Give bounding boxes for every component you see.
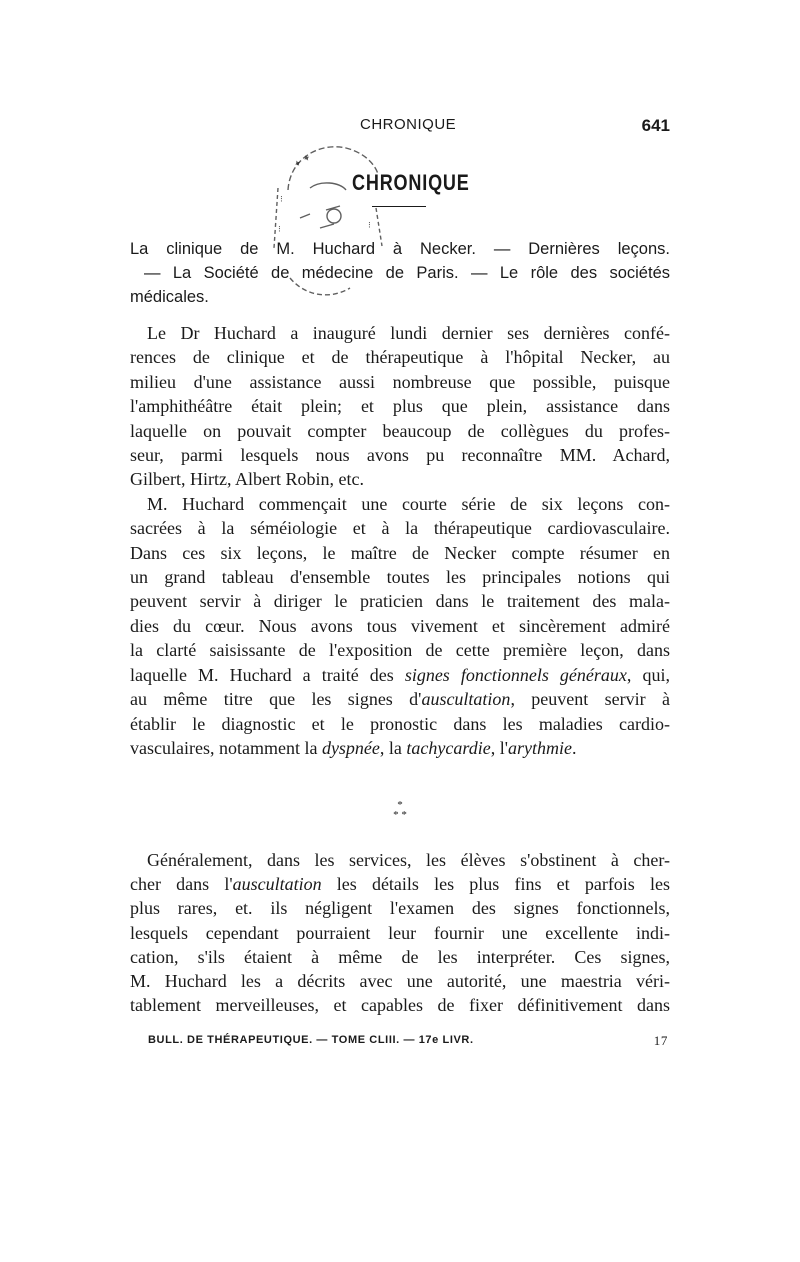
text-line: tablement merveilleuses, et capables de fixer définitivement dans — [130, 995, 670, 1016]
text-line: seur, parmi lesquels nous avons pu reconnaître MM. Achard, — [130, 445, 670, 466]
text-run: , peuvent servir à — [510, 689, 671, 710]
text-line — [130, 687, 670, 711]
running-head — [130, 116, 670, 138]
text-line: milieu d'une assistance aussi nombreuse que possible, puisque — [130, 371, 670, 392]
italic-term: dyspnée — [321, 737, 380, 758]
summary-line: La clinique de M. Huchard à Necker. — Dernières leçons. — [130, 240, 670, 258]
paragraph-2 — [130, 492, 670, 760]
italic-term: auscultation — [421, 689, 511, 710]
footer-citation: BULL. DE THÉRAPEUTIQUE. — TOME CLIII. — 17e LIVR. — [148, 1034, 474, 1046]
italic-term: tachycardie — [406, 737, 491, 758]
text-line: la clarté saisissante de l'exposition de cette première leçon, dans — [130, 640, 670, 661]
text-line: un grand tableau d'ensemble toutes les principales notions qui — [130, 567, 670, 588]
text-line: Dans ces six leçons, le maître de Necker compte résumer en — [130, 542, 670, 563]
svg-text:⁝: ⁝ — [278, 225, 281, 235]
svg-text:✦ ✦: ✦ ✦ — [292, 152, 314, 171]
text-line: plus rares, et. ils négligent l'examen des signes fonctionnels, — [130, 898, 670, 919]
italic-term: signes fonctionnels généraux — [404, 664, 627, 685]
italic-term: arythmie — [507, 737, 572, 758]
text-line: M. Huchard commençait une courte série de six leçons con- — [147, 493, 670, 514]
page-footer — [148, 1034, 668, 1052]
title-rule — [372, 206, 426, 207]
text-line: Gilbert, Hirtz, Albert Robin, etc. — [130, 469, 364, 490]
text-line: l'amphithéâtre était plein; et plus que plein, assistance dans — [130, 396, 670, 417]
section-separator — [0, 800, 800, 820]
text-line — [130, 872, 670, 896]
italic-term: auscultation — [232, 874, 322, 895]
text-line: lesquels cependant pourraient leur fournir une excellente indi- — [130, 922, 670, 943]
running-head-title: CHRONIQUE — [360, 116, 457, 133]
signature-mark: 17 — [653, 1033, 668, 1048]
text-line — [130, 663, 670, 687]
text-line — [130, 736, 670, 760]
section-title: CHRONIQUE — [352, 170, 470, 195]
text-line: Le Dr Huchard a inauguré lundi dernier ses dernières confé- — [147, 323, 670, 343]
text-line: établir le diagnostic et le pronostic dans les maladies cardio- — [130, 713, 670, 734]
text-run: , qui, — [626, 664, 670, 685]
text-run: vasculaires, notamment la — [130, 737, 322, 758]
text-run: . — [571, 737, 577, 758]
separator-stars: * * — [393, 809, 407, 821]
paragraph-1 — [130, 321, 670, 492]
text-line: laquelle on pouvait compter beaucoup de collègues du profes- — [130, 420, 670, 441]
summary-line: — La Société de médecine de Paris. — Le rôle des sociétés — [144, 264, 670, 282]
page-number: 641 — [641, 116, 670, 135]
text-run: cher dans l' — [130, 874, 233, 895]
text-line: peuvent servir à diriger le praticien dans le traitement des mala- — [130, 591, 670, 612]
text-line: dies du cœur. Nous avons tous vivement et sincèrement admiré — [130, 615, 670, 636]
text-run: , la — [379, 737, 407, 758]
text-run: , l' — [490, 737, 508, 758]
text-line: Généralement, dans les services, les élèves s'obstinent à cher- — [147, 850, 670, 870]
svg-text:⁝: ⁝ — [280, 195, 283, 205]
text-line: M. Huchard les a décrits avec une autorité, une maestria véri- — [130, 971, 670, 992]
separator-star: * — [397, 799, 403, 811]
svg-text:⁝: ⁝ — [368, 221, 371, 231]
text-line: cation, s'ils étaient à même de les interpréter. Ces signes, — [130, 946, 670, 967]
text-run: laquelle M. Huchard a traité des — [130, 664, 405, 685]
text-line: sacrées à la séméiologie et à la thérapeutique cardiovasculaire. — [130, 518, 670, 539]
text-line: rences de clinique et de thérapeutique à l'hôpital Necker, au — [130, 347, 670, 368]
text-run: les détails les plus fins et parfois les — [321, 874, 670, 895]
article-body — [130, 321, 670, 760]
article-summary — [130, 237, 670, 309]
text-run: au même titre que les signes d' — [130, 689, 422, 710]
paragraph-3 — [130, 848, 670, 1017]
summary-line: médicales. — [130, 288, 209, 306]
